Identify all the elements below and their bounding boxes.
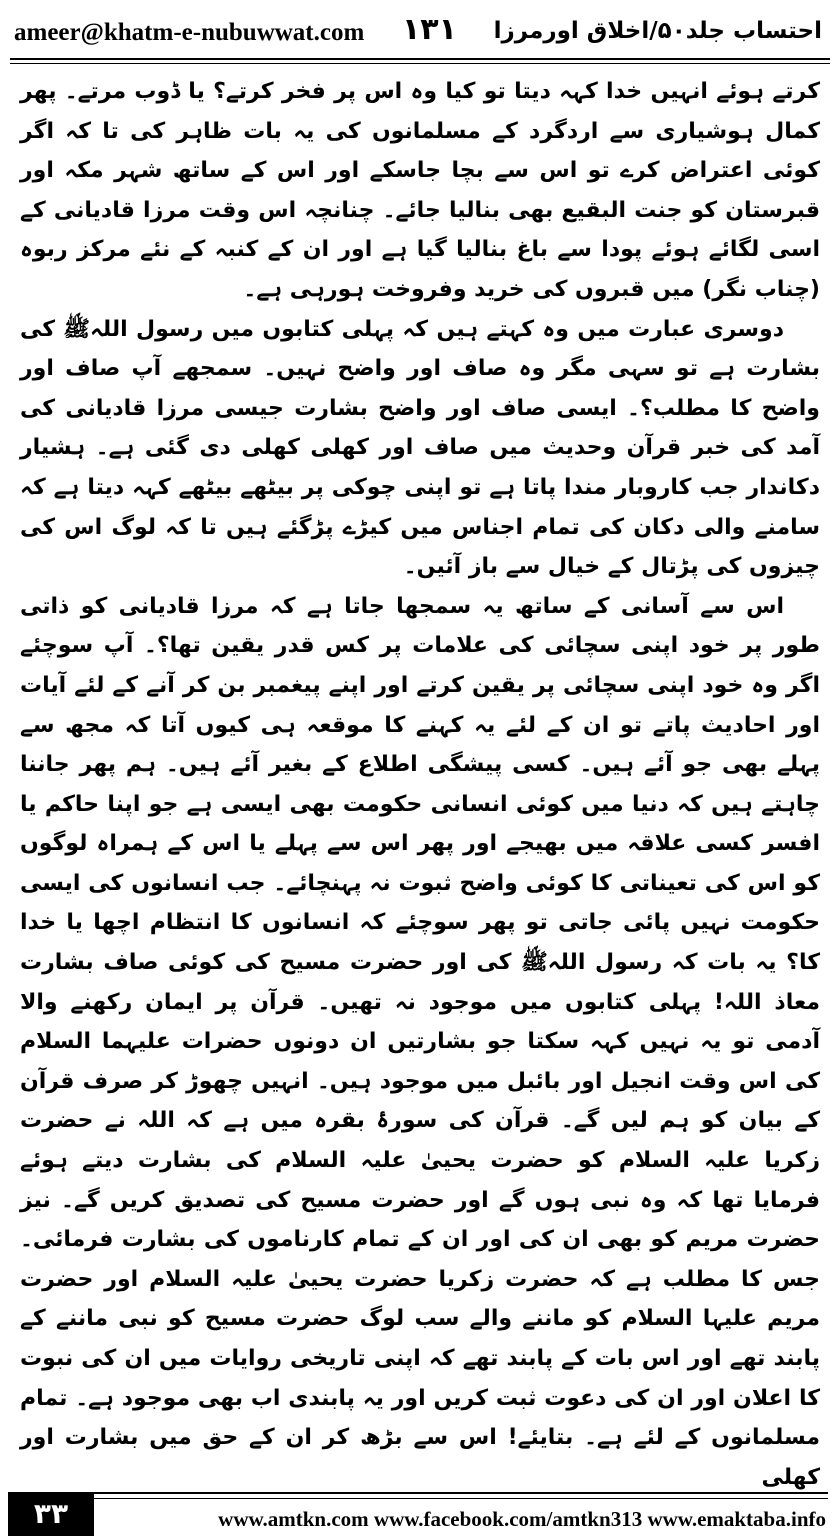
header-email: ameer@khatm-e-nubuwwat.com [14,19,365,46]
footer-divider [94,1492,828,1494]
paragraph-3: اس سے آسانی کے ساتھ یہ سمجھا جاتا ہے کہ مرزا قادیانی کو ذاتی طور پر خود اپنی سچائی کی علامات پر کس قدر یقین تھا؟۔ آپ سوچئے اگر وہ خود اپنی سچائی پر یقین کرتے اور اپنے پیغمبر بن کر آنے کے لئے آیات اور احادیث پاتے تو ان کے لئے یہ کہنے کا موقعہ ہی کیوں آتا کہ مجھ سے پہلے بھی جو آئے ہیں۔ کسی پیشگی اطلاع کے بغیر آئے ہیں۔ ہم پھر جاننا چاہتے ہیں کہ دنیا میں کوئی انسانی حکومت بھی ایسی ہے جو اپنا حاکم یا افسر کسی علاقہ میں بھیجے اور پھر اس سے پہلے یا اس کے ہمراہ لوگوں کو اس کی تعیناتی کا کوئی واضح ثبوت نہ پہنچائے۔ جب انسانوں کی ایسی حکومت نہیں پائی جاتی تو پھر سوچئے کہ انسانوں کا انتظام اچھا یا خدا کا؟ یہ بات کہ رسول اللہﷺ کی اور حضرت مسیح کی کوئی صاف بشارت معاذ اللہ! پہلی کتابوں میں موجود نہ تھیں۔ قرآن پر ایمان رکھنے والا آدمی تو یہ نہیں کہہ سکتا جو بشارتیں ان دونوں حضرات علیہما السلام کی اس وقت انجیل اور بائبل میں موجود ہیں۔ انہیں چھوڑ کر صرف قرآن کے بیان کو ہم لیں گے۔ قرآن کی سورۂ بقرہ میں ہے کہ اللہ نے حضرت زکریا علیہ السلام کو حضرت یحییٰ علیہ السلام کی بشارت دیتے ہوئے فرمایا تھا کہ وہ نبی ہوں گے اور حضرت مسیح کی تصدیق کریں گے۔ نیز حضرت مریم کو بھی ان کی اور ان کے تمام کارناموں کی بشارت فرمائی۔ جس کا مطلب ہے کہ حضرت زکریا حضرت یحییٰ علیہ السلام اور حضرت مریم علیہا السلام کو ماننے والے سب لوگ حضرت مسیح کو نبی ماننے کے پابند تھے اور اس بات کے پابند تھے کہ اپنی تاریخی روایات میں ان کی نبوت کا اعلان اور ان کی دعوت ثبت کریں اور یہ پابندی اب بھی موجود ہے۔ تمام مسلمانوں کے لئے ہے۔ بتایئے! اس سے بڑھ کر ان کے حق میں بشارت اور کھلی [20,593,821,1490]
header-page-number: ۱۳۱ [402,12,457,47]
paragraph-2: دوسری عبارت میں وہ کہتے ہیں کہ پہلی کتابوں میں رسول اللہﷺ کی بشارت ہے تو سہی مگر وہ صاف اور واضح نہیں۔ سمجھے آپ صاف اور واضح کا مطلب؟۔ ایسی صاف اور واضح بشارت جیسی مرزا قادیانی کی آمد کی خبر قرآن وحدیث میں صاف اور کھلی کھلی دی گئی ہے۔ ہشیار دکاندار جب کاروبار مندا پاتا ہے تو اپنی چوکی پر بیٹھے بیٹھے کہہ دیتا ہے کہ سامنے والی دکان کی تمام اجناس میں کیڑے پڑگئے ہیں تا کہ لوگ اس کی چیزوں کی پڑتال کے خیال سے باز آئیں۔ [20,316,820,580]
page-header [0,0,840,64]
footer-page-number: ۳۳ [8,1492,94,1536]
paragraph-1: کرتے ہوئے انہیں خدا کہہ دیتا تو کیا وہ اس پر فخر کرتے؟ یا ڈوب مرتے۔ پھر کمال ہوشیاری سے اردگرد کے مسلمانوں کی یہ بات ظاہر کی تا کہ اگر کوئی اعتراض کرے تو اس سے بچا جاسکے اور اس کے ساتھ شہر مکہ اور قبرستان کو جنت البقیع بھی بنالیا جائے۔ چنانچہ اس وقت مرزا قادیانی کے اسی لگائے ہوئے پودا سے باغ بنالیا گیا ہے اور ان کے کنبہ کے نئے مرکز ربوہ (چناب نگر) میں قبروں کی خرید وفروخت ہورہی ہے۔ [20,79,820,302]
header-title: احتساب جلد۵۰/اخلاق اورمرزا [493,18,822,44]
body-text [20,72,821,1490]
footer-divider-thin [94,1498,828,1499]
header-divider [10,58,830,60]
page-footer [0,1488,840,1540]
footer-urls: www.amtkn.com www.facebook.com/amtkn313 www.emaktaba.info [218,1507,826,1531]
header-divider-thin [10,63,830,64]
